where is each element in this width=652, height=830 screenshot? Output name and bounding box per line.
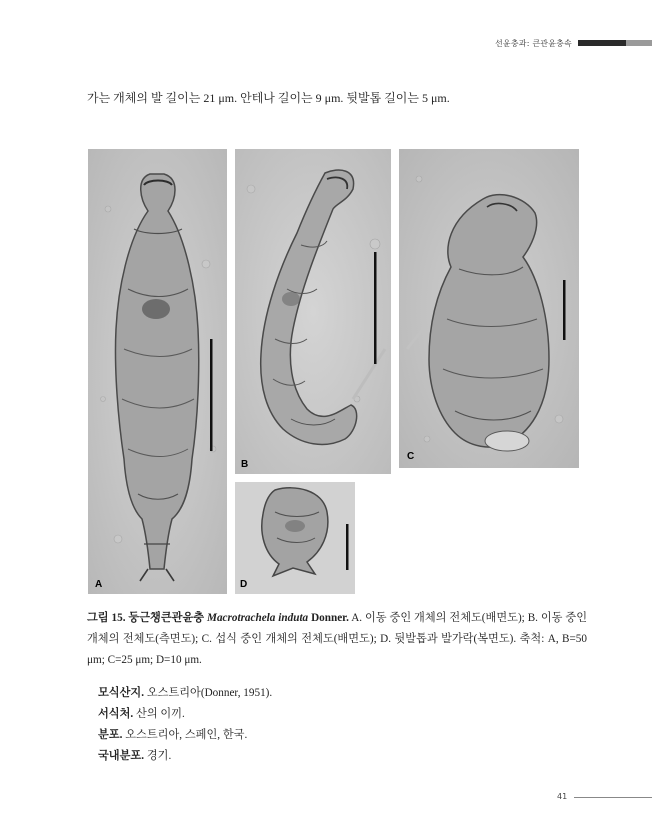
caption-text: A. 이동 중인 개체의 전체도(배면도); B. 이동 중인 개체의 전체도(측면도); C. 섭식 중인 개체의 전체도(배면도); D. 뒷발톱과 발가락(복면도). 축척: A, B=50 μm; C=25 μm; D=10 μm. [87, 612, 588, 666]
detail-label: 모식산지. [98, 687, 145, 699]
running-title: 선윤충과: 큰관윤충속 [495, 38, 572, 48]
detail-habitat [98, 705, 185, 721]
detail-label: 국내분포. [98, 750, 145, 762]
caption-species-name: Macrotrachela induta [207, 612, 309, 624]
detail-domestic-distribution [98, 747, 171, 763]
rotifer-micrograph-d [235, 482, 355, 594]
rotifer-micrograph-a [88, 149, 227, 594]
intro-text: 가는 개체의 발 길이는 21 μm. 안테나 길이는 9 μm. 뒷발톱 길이는 5 μm. [87, 91, 450, 105]
page-number: 41 [557, 792, 568, 801]
figure-caption [87, 608, 587, 671]
detail-label: 서식처. [98, 708, 134, 720]
panel-label-a: A [95, 579, 103, 590]
figure-panel-a [88, 149, 227, 594]
panel-label-b: B [241, 459, 249, 470]
header-bar-light [626, 40, 652, 46]
caption-figure-number: 그림 15. 둥근챙큰관윤충 [87, 612, 205, 624]
running-header [495, 37, 652, 49]
rotifer-micrograph-b [235, 149, 391, 474]
detail-value: 오스트리아(Donner, 1951). [144, 687, 273, 699]
detail-label: 분포. [98, 729, 123, 741]
rotifer-micrograph-c [399, 149, 579, 468]
figure-panel-d [235, 482, 355, 594]
detail-value: 경기. [144, 750, 172, 762]
detail-value: 산의 이끼. [133, 708, 185, 720]
detail-distribution [98, 726, 247, 742]
panel-label-c: C [407, 451, 415, 462]
figure-panel-c [399, 149, 579, 468]
header-bar-dark [578, 40, 626, 46]
detail-value: 오스트리아, 스페인, 한국. [122, 729, 248, 741]
footer-rule [574, 797, 652, 798]
detail-type-locality [98, 684, 272, 700]
panel-label-d: D [240, 579, 248, 590]
caption-author: Donner. [311, 612, 349, 624]
figure-panel-b [235, 149, 391, 474]
